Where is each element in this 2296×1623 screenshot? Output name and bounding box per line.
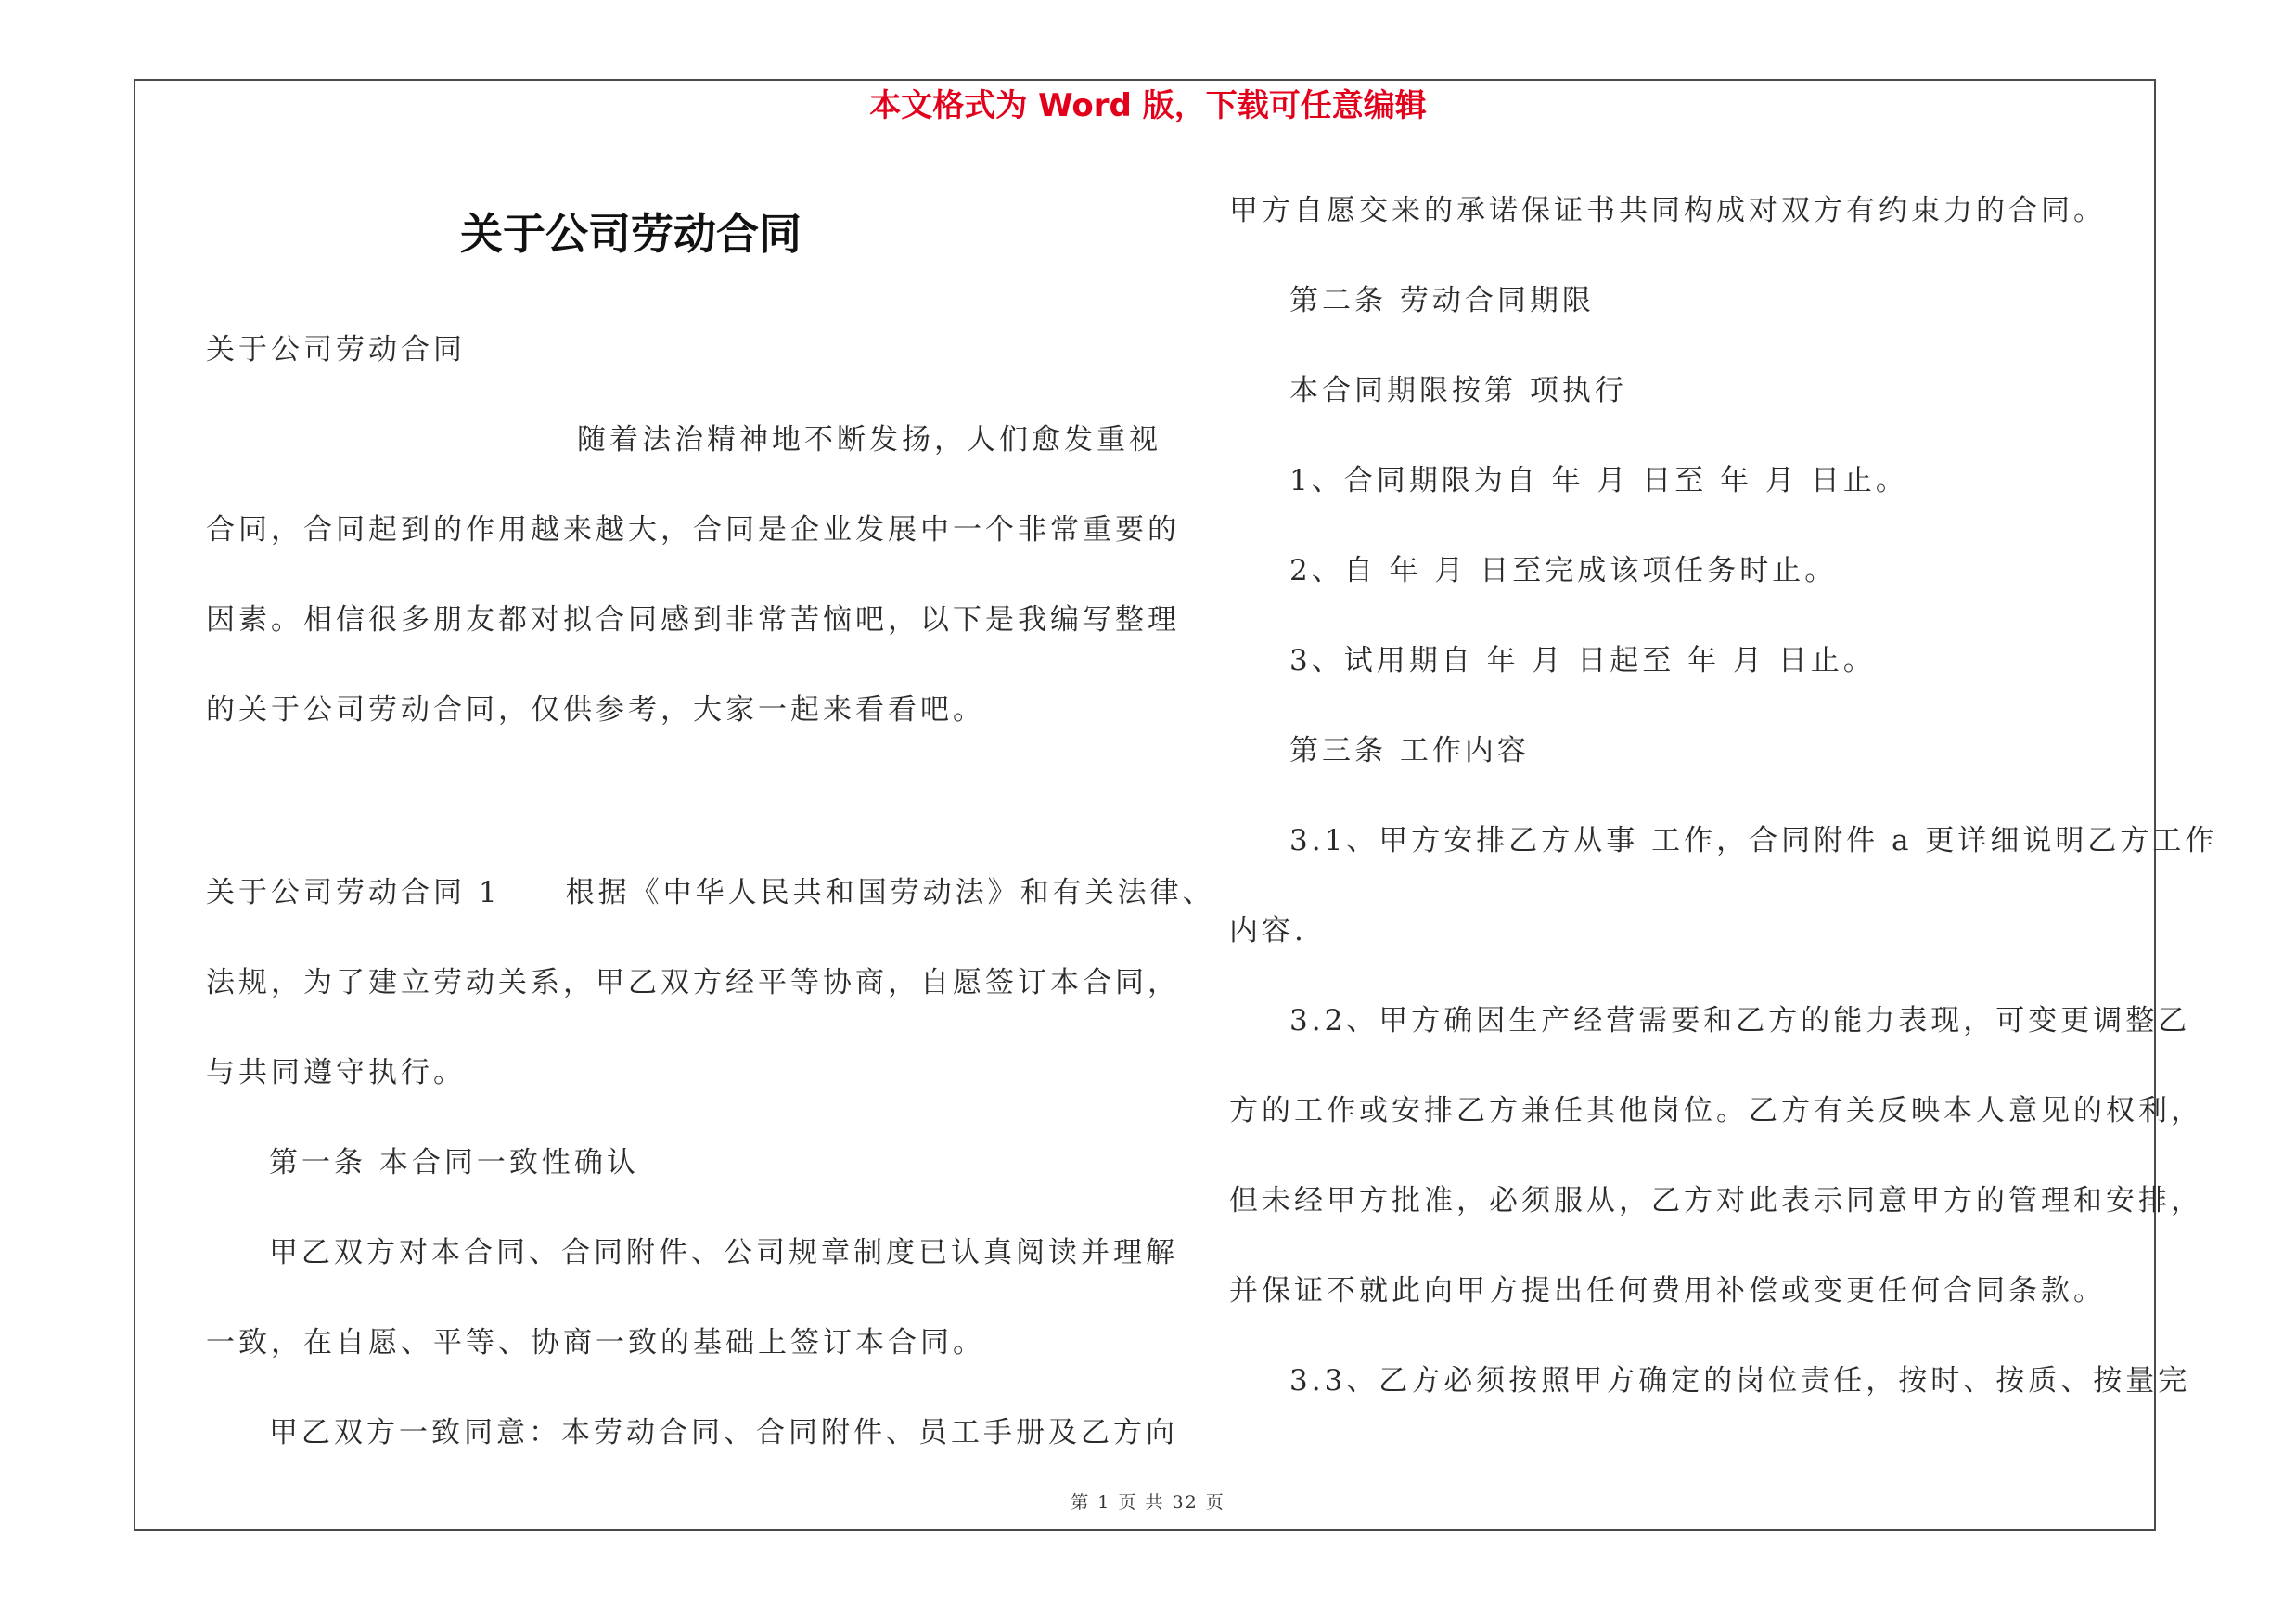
paragraph-line: 关于公司劳动合同 1 根据《中华人民共和国劳动法》和有关法律、: [206, 876, 1215, 909]
paragraph-line: 3.3、乙方必须按照甲方确定的岗位责任，按时、按质、按量完: [1289, 1364, 2191, 1398]
paragraph-line: 但未经甲方批准，必须服从，乙方对此表示同意甲方的管理和安排，: [1229, 1184, 2203, 1217]
paragraph-line: 关于公司劳动合同: [206, 333, 466, 367]
paragraph-line: 并保证不就此向甲方提出任何费用补偿或变更任何合同条款。: [1229, 1274, 2106, 1307]
paragraph-line: 一致，在自愿、平等、协商一致的基础上签订本合同。: [206, 1326, 985, 1359]
paragraph-line: 甲乙双方对本合同、合同附件、公司规章制度已认真阅读并理解: [269, 1236, 1178, 1269]
paragraph-line: 方的工作或安排乙方兼任其他岗位。乙方有关反映本人意见的权利，: [1229, 1094, 2203, 1127]
paragraph-line: 因素。相信很多朋友都对拟合同感到非常苦恼吧，以下是我编写整理: [206, 603, 1180, 637]
paragraph-line: 甲方自愿交来的承诺保证书共同构成对双方有约束力的合同。: [1229, 194, 2106, 227]
paragraph-line: 内容.: [1229, 914, 1307, 947]
paragraph-line: 与共同遵守执行。: [206, 1056, 466, 1089]
paragraph-line: 1、合同期限为自 年 月 日至 年 月 日止。: [1289, 464, 1908, 497]
page-border: [134, 79, 2156, 1531]
paragraph-line: 合同，合同起到的作用越来越大，合同是企业发展中一个非常重要的: [206, 513, 1180, 547]
document-title: 关于公司劳动合同: [460, 209, 802, 259]
paragraph-line: 的关于公司劳动合同，仅供参考，大家一起来看看吧。: [206, 693, 985, 727]
paragraph-line: 3.2、甲方确因生产经营需要和乙方的能力表现，可变更调整乙: [1289, 1004, 2191, 1037]
paragraph-line: 3、试用期自 年 月 日起至 年 月 日止。: [1289, 644, 1876, 677]
article-heading: 第二条 劳动合同期限: [1289, 284, 1595, 317]
paragraph-line: 甲乙双方一致同意：本劳动合同、合同附件、员工手册及乙方向: [269, 1416, 1178, 1449]
paragraph-line: 法规，为了建立劳动关系，甲乙双方经平等协商，自愿签订本合同，: [206, 966, 1180, 999]
paragraph-line: 3.1、甲方安排乙方从事 工作，合同附件 a 更详细说明乙方工作: [1289, 824, 2218, 857]
paragraph-line: 本合同期限按第 项执行: [1289, 374, 1627, 407]
paragraph-line: 2、自 年 月 日至完成该项任务时止。: [1289, 554, 1838, 587]
article-heading: 第一条 本合同一致性确认: [269, 1146, 639, 1179]
article-heading: 第三条 工作内容: [1289, 734, 1530, 767]
word-format-banner: 本文格式为 Word 版，下载可任意编辑: [869, 87, 1427, 124]
page-number: 第 1 页 共 32 页: [1071, 1492, 1225, 1513]
paragraph-line: 随着法治精神地不断发扬，人们愈发重视: [577, 423, 1161, 457]
